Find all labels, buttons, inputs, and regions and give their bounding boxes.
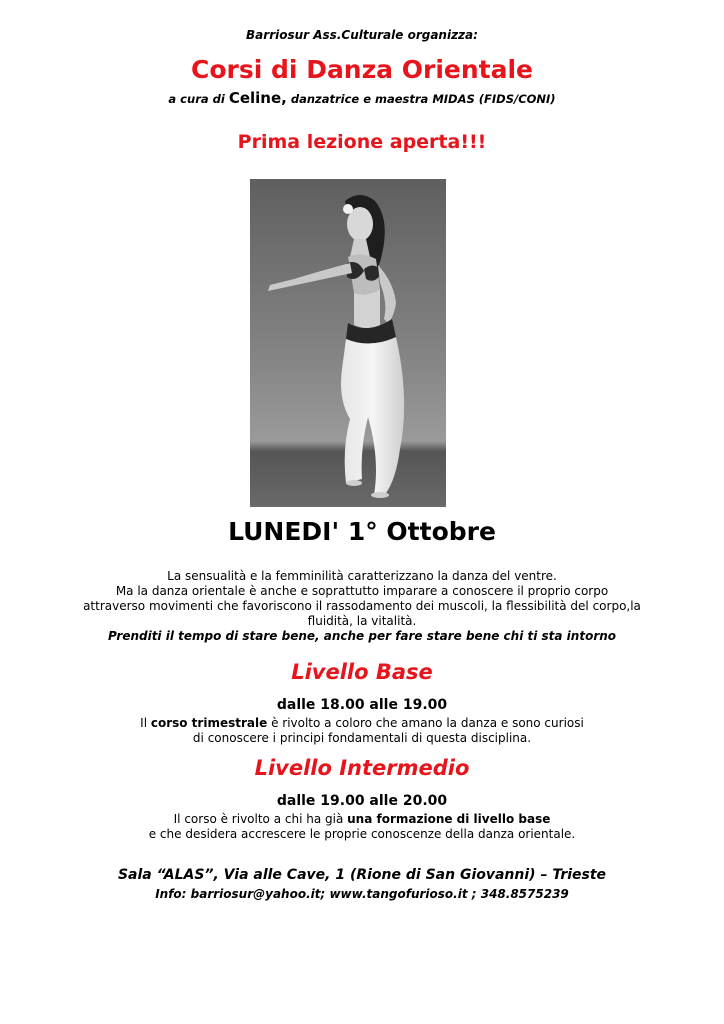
dancer-photo <box>250 179 446 507</box>
description-line: di conoscere i principi fondamentali di questa disciplina. <box>192 731 532 745</box>
desc-text: Il corso è rivolto a chi ha già <box>173 812 348 826</box>
intro-paragraph <box>60 569 664 644</box>
intro-line: attraverso movimenti che favoriscono il rassodamento dei muscoli, la flessibilità del corpo,la <box>83 599 641 613</box>
level-intermediate-time: dalle 19.00 alle 20.00 <box>276 793 448 809</box>
intro-line: Ma la danza orientale è anche e soprattutto imparare a conoscere il proprio corpo <box>115 584 609 598</box>
page-title: Corsi di Danza Orientale <box>191 55 533 84</box>
event-date: LUNEDI' 1° Ottobre <box>228 517 496 546</box>
organizer-line: Barriosur Ass.Culturale organizza: <box>246 28 478 42</box>
desc-text: è rivolto a coloro che amano la danza e sono curiosi <box>267 716 584 730</box>
venue-address: Sala “ALAS”, Via alle Cave, 1 (Rione di San Giovanni) – Trieste <box>117 867 607 883</box>
contact-info: Info: barriosur@yahoo.it; www.tangofurioso.it ; 348.8575239 <box>155 887 569 901</box>
desc-bold-text: corso trimestrale <box>150 716 268 730</box>
intro-line: fluidità, la vitalità. <box>307 614 417 628</box>
description-line <box>80 812 644 827</box>
description-line: e che desidera accrescere le proprie conoscenze della danza orientale. <box>148 827 576 841</box>
byline-suffix: danzatrice e maestra MIDAS (FIDS/CONI) <box>286 92 556 106</box>
description-line <box>80 716 644 731</box>
desc-text: Il <box>140 716 151 730</box>
level-intermediate-title: Livello Intermedio <box>254 756 470 780</box>
level-base-title: Livello Base <box>291 660 433 684</box>
level-base-description <box>80 716 644 746</box>
open-lesson-heading: Prima lezione aperta!!! <box>237 131 487 153</box>
intro-motto: Prenditi il tempo di stare bene, anche per fare stare bene chi ti sta intorno <box>107 629 617 643</box>
byline-prefix: a cura di <box>168 92 229 106</box>
intro-line: La sensualità e la femminilità caratterizzano la danza del ventre. <box>167 569 557 583</box>
byline <box>0 89 724 107</box>
level-base-time: dalle 18.00 alle 19.00 <box>276 697 448 713</box>
desc-bold-text: una formazione di livello base <box>347 812 551 826</box>
teacher-name: Celine, <box>228 89 287 107</box>
level-intermediate-description <box>80 812 644 842</box>
